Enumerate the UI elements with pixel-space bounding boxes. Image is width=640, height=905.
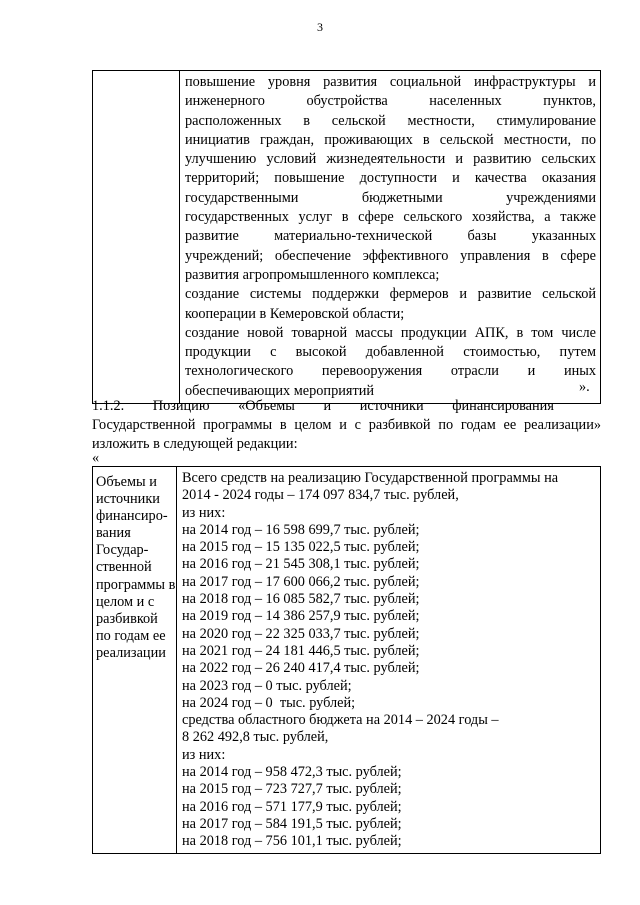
label-line: Государ- <box>96 542 149 559</box>
financing-line: на 2019 год – 14 386 257,9 тыс. рублей; <box>182 608 420 625</box>
goals-line: инженерного обустройства населенных пунктов, <box>185 93 596 110</box>
goals-line: учреждений; обеспечение эффективного управления в сфере <box>185 247 596 264</box>
goals-line: инициатив граждан, проживающих в сельской местности, по <box>185 131 596 148</box>
financing-line: на 2022 год – 26 240 417,4 тыс. рублей; <box>182 660 420 677</box>
financing-values-cell <box>177 467 601 854</box>
goals-line: технологического перевооружения отрасли и иных <box>185 363 596 380</box>
financing-line: на 2016 год – 571 177,9 тыс. рублей; <box>182 798 402 815</box>
financing-line: на 2015 год – 15 135 022,5 тыс. рублей; <box>182 539 420 556</box>
goals-line: создание новой товарной массы продукции АПК, в том числе <box>185 324 596 341</box>
goals-text-cell <box>180 71 601 404</box>
opening-quote: « <box>92 450 100 466</box>
label-line: Объемы и <box>96 474 157 490</box>
financing-line: на 2020 год – 22 325 033,7 тыс. рублей; <box>182 625 420 642</box>
amendment-paragraph <box>92 397 601 454</box>
goals-line: развития агропромышленного комплекса; <box>185 266 440 283</box>
financing-line: 2014 - 2024 годы – 174 097 834,7 тыс. рублей, <box>182 487 459 504</box>
goals-line: создание системы поддержки фермеров и развитие сельской <box>185 286 596 303</box>
page-number: 3 <box>317 20 323 34</box>
financing-line: на 2017 год – 584 191,5 тыс. рублей; <box>182 815 402 832</box>
goals-line: государственных услуг в сфере сельского хозяйства, а также <box>185 209 596 226</box>
financing-line: Всего средств на реализацию Государственной программы на <box>182 470 559 486</box>
goals-line: государственными бюджетными учреждениями <box>185 189 596 206</box>
financing-line: средства областного бюджета на 2014 – 2024 годы – <box>182 712 499 729</box>
goals-line: обеспечивающих мероприятий <box>185 382 375 399</box>
financing-line: на 2023 год – 0 тыс. рублей; <box>182 677 352 694</box>
financing-line: на 2024 год – 0 тыс. рублей; <box>182 694 356 711</box>
table-row <box>93 71 601 404</box>
financing-line: на 2017 год – 17 600 066,2 тыс. рублей; <box>182 573 420 590</box>
financing-label-cell <box>93 467 177 854</box>
goals-line: территорий; повышение доступности и качества оказания <box>185 170 596 187</box>
label-line: программы в <box>96 576 176 593</box>
closing-quote: ». <box>579 379 590 395</box>
label-line: вания <box>96 525 131 542</box>
financing-line: из них: <box>182 746 226 763</box>
financing-line: на 2014 год – 958 472,3 тыс. рублей; <box>182 764 402 781</box>
financing-line: на 2018 год – 756 101,1 тыс. рублей; <box>182 833 402 850</box>
label-line: по годам ее <box>96 627 166 644</box>
goals-line: кооперации в Кемеровской области; <box>185 305 405 322</box>
financing-line: на 2021 год – 24 181 446,5 тыс. рублей; <box>182 642 420 659</box>
label-line: ственной <box>96 559 152 576</box>
paragraph-line: изложить в следующей редакции: <box>92 436 298 452</box>
goals-line: улучшению условий жизнедеятельности и развитию сельских <box>185 151 596 168</box>
goals-line: расположенных в сельской местности, стимулирование <box>185 112 596 129</box>
label-line: целом и с <box>96 593 155 610</box>
program-goals-table <box>92 70 601 404</box>
label-line: разбивкой <box>96 610 158 627</box>
label-line: финансиро- <box>96 508 168 525</box>
goals-line: повышение уровня развития социальной инфраструктуры и <box>185 74 596 90</box>
financing-table <box>92 466 601 854</box>
financing-line: на 2016 год – 21 545 308,1 тыс. рублей; <box>182 556 420 573</box>
financing-line: на 2018 год – 16 085 582,7 тыс. рублей; <box>182 591 420 608</box>
paragraph-line: Государственной программы в целом и с разбивкой по годам ее реализации» <box>92 417 601 433</box>
financing-line: из них: <box>182 504 226 521</box>
paragraph-line: 1.1.2. Позицию «Объемы и источники финансирования <box>92 398 554 414</box>
financing-line: на 2015 год – 723 727,7 тыс. рублей; <box>182 781 402 798</box>
financing-line: на 2014 год – 16 598 699,7 тыс. рублей; <box>182 521 420 538</box>
label-line: реализации <box>96 644 166 661</box>
goals-line: продукции с высокой добавленной стоимостью, путем <box>185 344 596 361</box>
financing-line: 8 262 492,8 тыс. рублей, <box>182 729 329 746</box>
empty-label-cell <box>93 71 180 404</box>
table-row <box>93 467 601 854</box>
goals-line: развитие материально-технической базы указанных <box>185 228 596 245</box>
label-line: источники <box>96 491 160 508</box>
